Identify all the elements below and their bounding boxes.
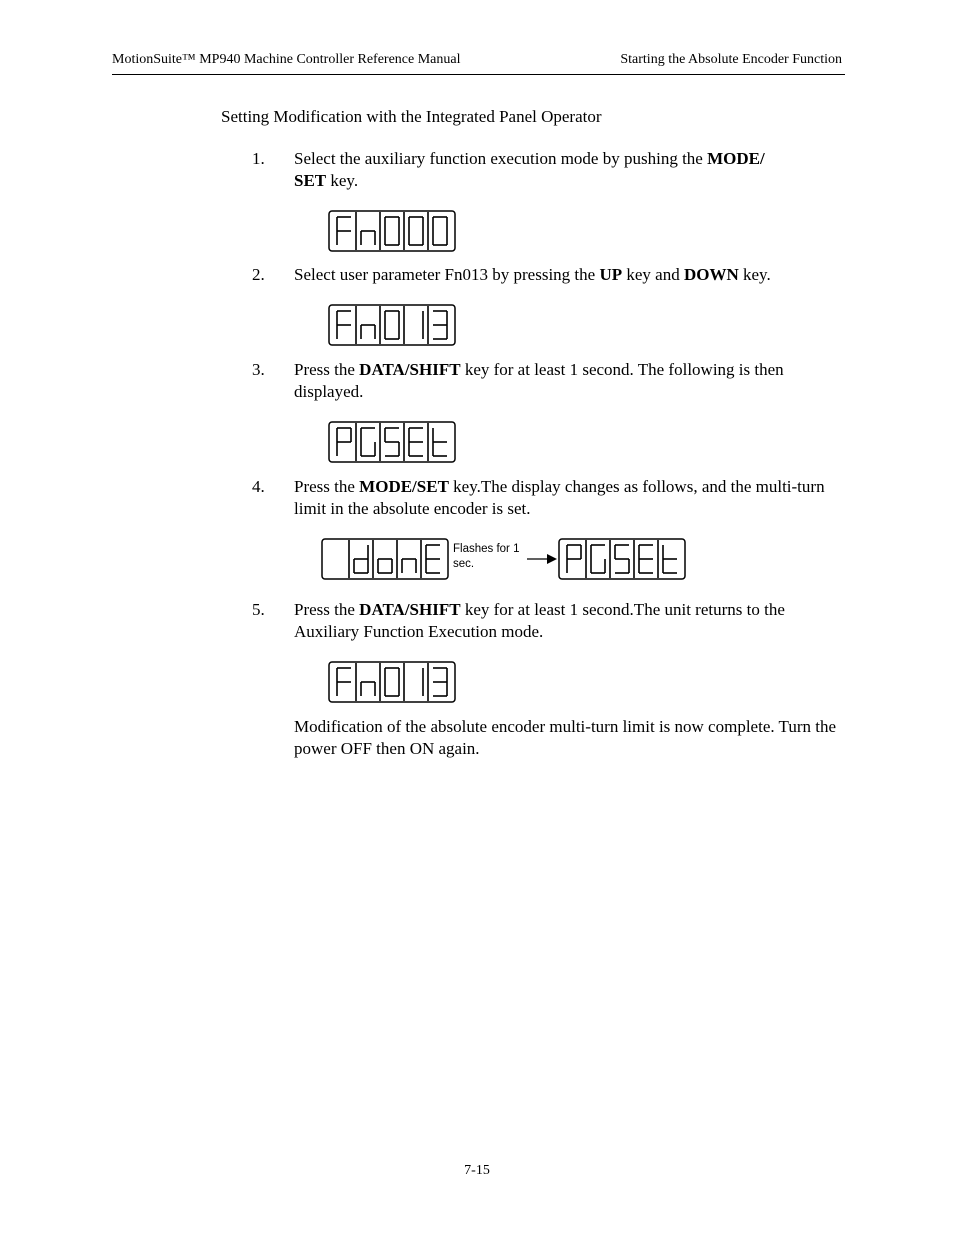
- step-text: Select the auxiliary function execution mode by pushing the MODE/ SET key.: [294, 149, 765, 190]
- digit-glyph: [337, 311, 351, 339]
- digit-glyph: [385, 311, 399, 339]
- closing-paragraph: Modification of the absolute encoder multi-turn limit is now complete. Turn the power OFF then ON again.: [294, 717, 837, 758]
- digit-glyph: [361, 682, 375, 696]
- digit-glyph: [337, 217, 351, 245]
- section-subtitle: Setting Modification with the Integrated Panel Operator: [221, 107, 602, 126]
- step-number: 4.: [252, 477, 265, 496]
- panel-display-pgset: [558, 538, 686, 580]
- step-number: 5.: [252, 600, 265, 619]
- digit-glyph: [433, 668, 447, 696]
- running-header: [112, 52, 845, 75]
- digit-glyph: [354, 545, 368, 573]
- digit-glyph: [361, 428, 375, 456]
- digit-glyph: [433, 217, 447, 245]
- panel-display-fn013: [328, 304, 456, 346]
- digit-glyph: [385, 217, 399, 245]
- arrow-right-icon: [527, 552, 559, 571]
- digit-glyph: [426, 545, 440, 573]
- header-manual-title: MotionSuite™ MP940 Machine Controller Reference Manual: [112, 52, 461, 67]
- digit-glyph: [639, 545, 653, 573]
- digit-glyph: [385, 668, 399, 696]
- panel-display-fn013: [328, 661, 456, 703]
- step-text: Press the MODE/SET key.The display changes as follows, and the multi-turn limit in the absolute encoder is set.: [294, 477, 825, 518]
- digit-glyph: [385, 428, 399, 456]
- step-text: Select user parameter Fn013 by pressing the UP key and DOWN key.: [294, 265, 771, 284]
- panel-display-fn000: [328, 210, 456, 252]
- digit-glyph: [433, 428, 447, 456]
- step-text: Press the DATA/SHIFT key for at least 1 second.The unit returns to the Auxiliary Function Execution mode.: [294, 600, 785, 641]
- step-text: Press the DATA/SHIFT key for at least 1 second. The following is then displayed.: [294, 360, 784, 401]
- digit-glyph: [402, 559, 416, 573]
- step-number: 2.: [252, 265, 265, 284]
- digit-glyph: [591, 545, 605, 573]
- digit-glyph: [337, 428, 351, 456]
- digit-glyph: [361, 325, 375, 339]
- digit-glyph: [663, 545, 677, 573]
- digit-glyph: [615, 545, 629, 573]
- digit-glyph: [361, 231, 375, 245]
- step-number: 3.: [252, 360, 265, 379]
- flash-note: Flashes for 1 sec.: [453, 543, 520, 570]
- panel-display-pgset: [328, 421, 456, 463]
- digit-glyph: [409, 217, 423, 245]
- page-number: 7-15: [464, 1163, 490, 1178]
- digit-glyph: [433, 311, 447, 339]
- digit-glyph: [378, 559, 392, 573]
- header-section-title: Starting the Absolute Encoder Function: [620, 52, 842, 67]
- digit-glyph: [409, 428, 423, 456]
- panel-display-done: [321, 538, 449, 580]
- step-number: 1.: [252, 149, 265, 168]
- digit-glyph: [567, 545, 581, 573]
- digit-glyph: [337, 668, 351, 696]
